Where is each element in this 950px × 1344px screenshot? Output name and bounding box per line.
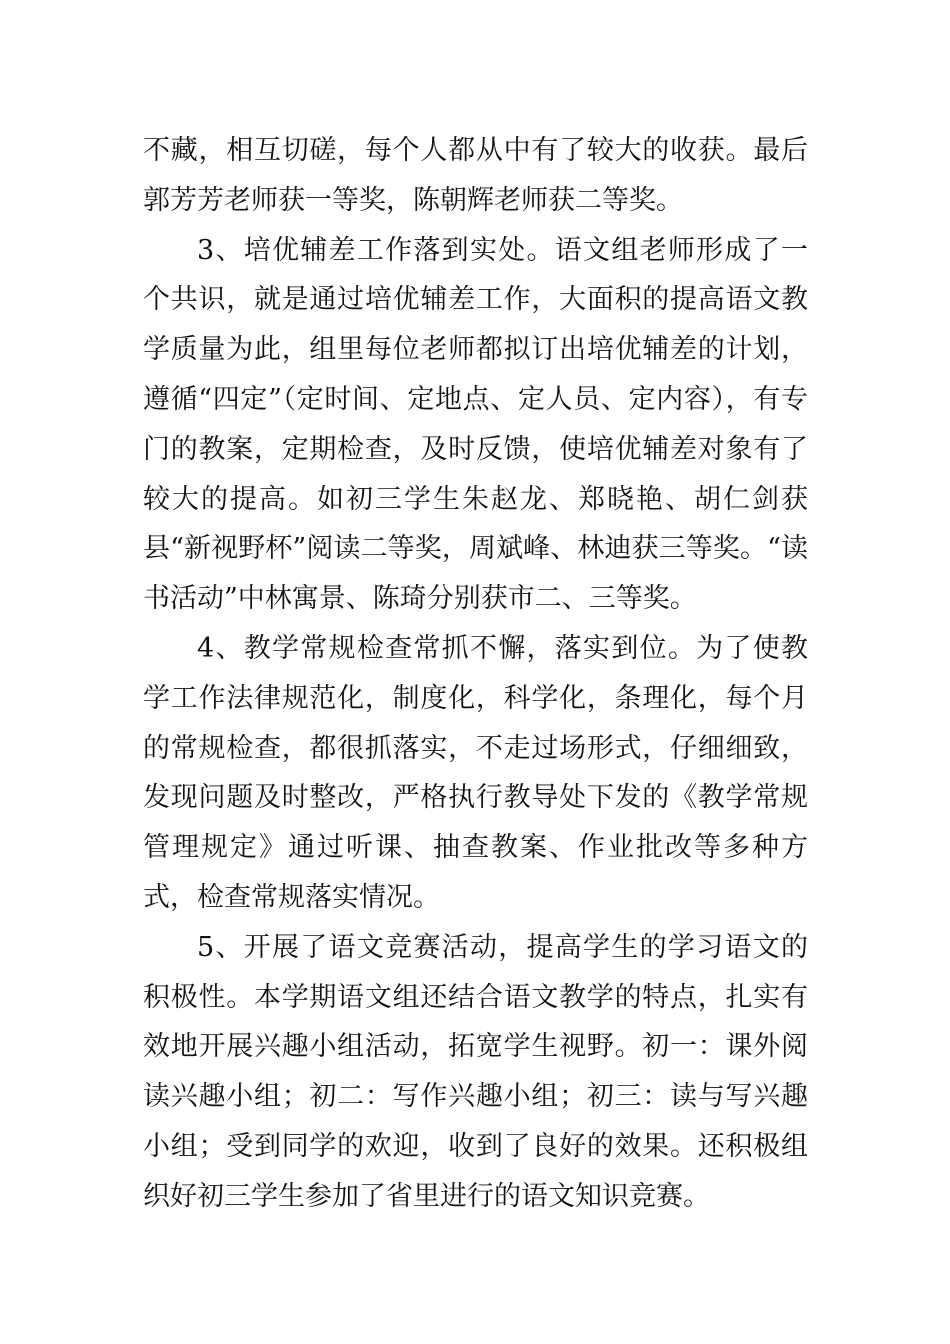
- paragraph-3: 3、培优辅差工作落到实处。语文组老师形成了一个共识，就是通过培优辅差工作，大面积的提高语文教学质量为此，组里每位老师都拟订出培优辅差的计划，遵循“四定”（定时间、定地点、定人员、定内容），有专门的教案，定期检查，及时反馈，使培优辅差对象有了较大的提高。如初三学生朱赵龙、郑晓艳、胡仁剑获县“新视野杯”阅读二等奖，周斌峰、林迪获三等奖。“读书活动”中林寓景、陈琦分别获市二、三等奖。: [143, 234, 808, 615]
- document-body: [143, 126, 808, 1222]
- paragraph-5: 5、开展了语文竞赛活动，提高学生的学习语文的积极性。本学期语文组还结合语文教学的特点，扎实有效地开展兴趣小组活动，拓宽学生视野。初一：课外阅读兴趣小组；初二：写作兴趣小组；初三：读与写兴趣小组；受到同学的欢迎，收到了良好的效果。还积极组织好初三学生参加了省里进行的语文知识竞赛。: [143, 931, 808, 1212]
- paragraph-4: 4、教学常规检查常抓不懈，落实到位。为了使教学工作法律规范化，制度化，科学化，条理化，每个月的常规检查，都很抓落实，不走过场形式，仔细细致，发现问题及时整改，严格执行教导处下发的《教学常规管理规定》通过听课、抽查教案、作业批改等多种方式，检查常规落实情况。: [143, 632, 808, 913]
- paragraph-continuation: 不藏，相互切磋，每个人都从中有了较大的收获。最后郭芳芳老师获一等奖，陈朝辉老师获二等奖。: [143, 135, 808, 216]
